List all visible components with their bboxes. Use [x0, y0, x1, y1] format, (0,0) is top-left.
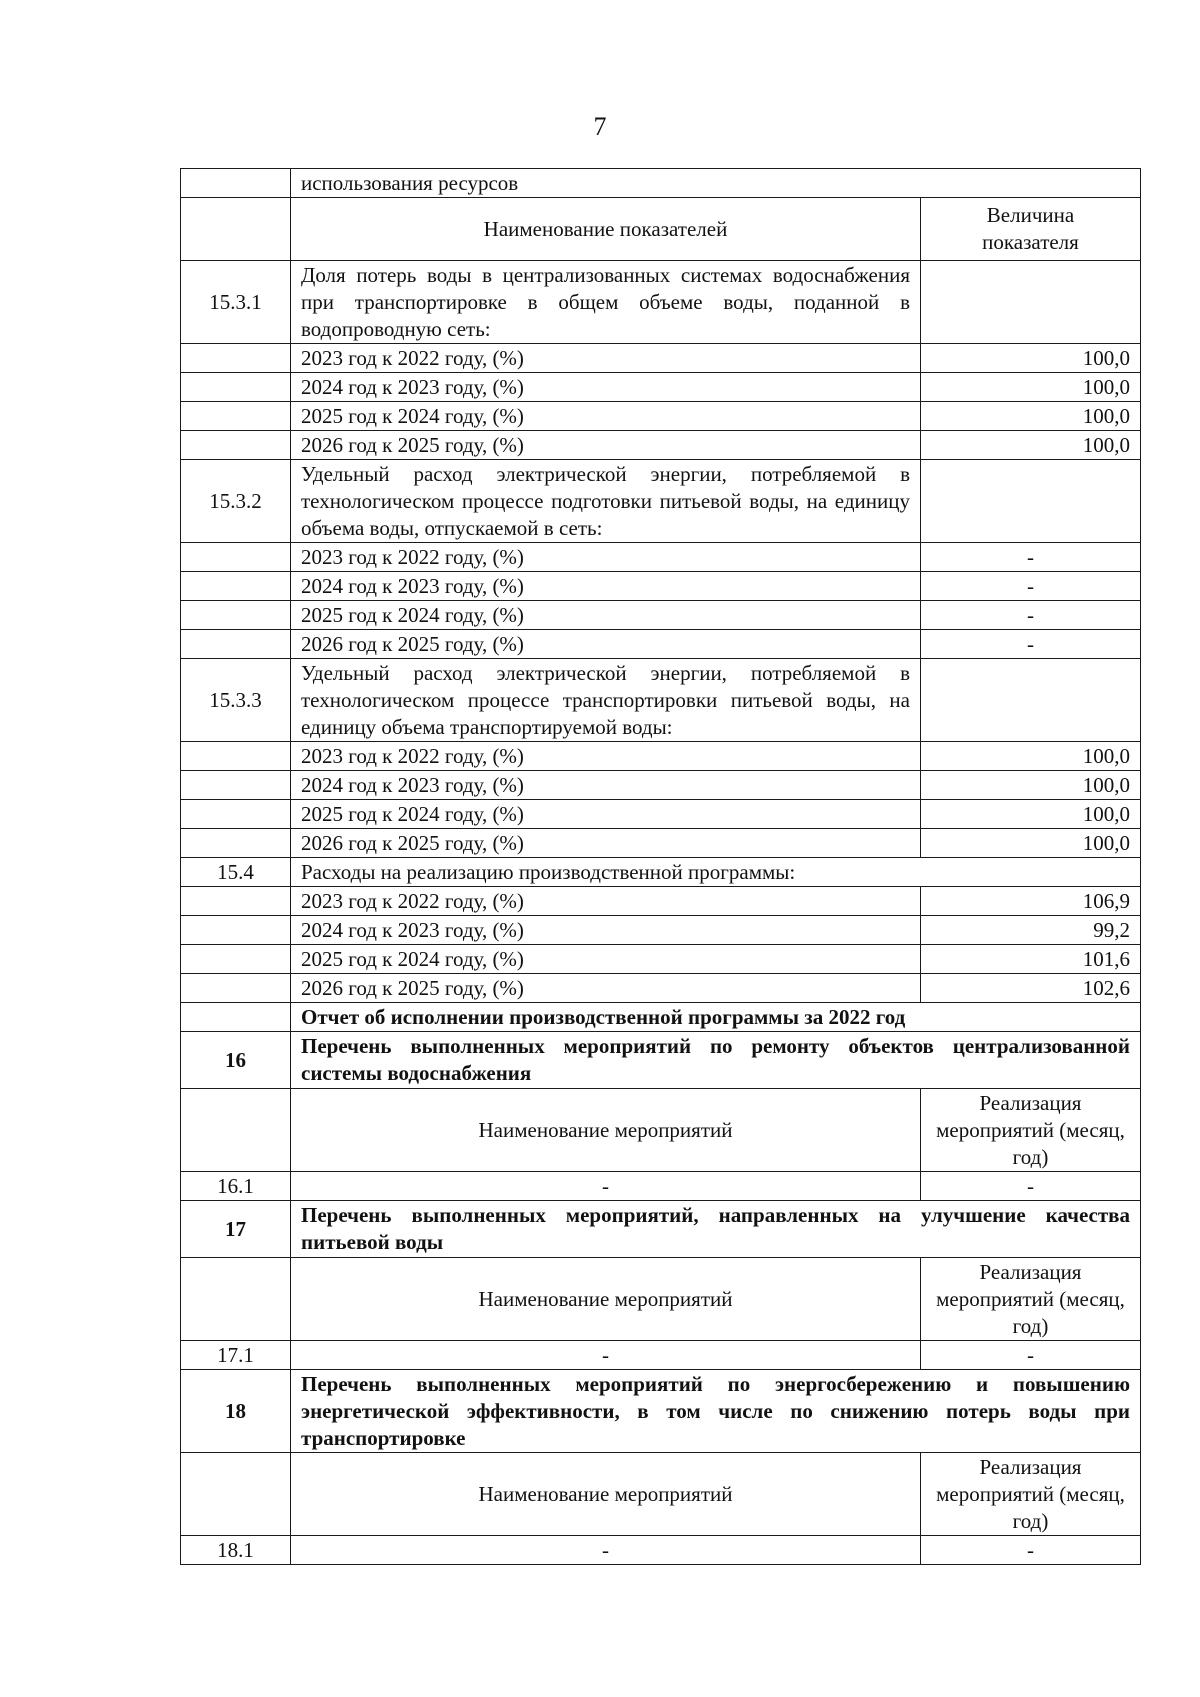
table-row — [181, 601, 1141, 630]
table-row — [181, 630, 1141, 659]
table-row — [181, 1536, 1141, 1565]
page-number: 7 — [593, 112, 607, 141]
section-title: Удельный расход электрической энергии, потребляемой в технологическом процессе подготовки питьевой воды, на единицу объема воды, отпускаемой в сеть: — [291, 460, 921, 543]
section-title: Доля потерь воды в централизованных системах водоснабжения при транспортировке в общем объеме воды, поданной в водопроводную сеть: — [291, 261, 921, 344]
num-cell — [181, 169, 291, 198]
table-row — [181, 974, 1141, 1003]
row-value: 100,0 — [921, 373, 1141, 402]
num-cell — [181, 945, 291, 974]
indicators-table — [180, 168, 1141, 1565]
row-label: 2026 год к 2025 году, (%) — [291, 829, 921, 858]
table-row — [181, 945, 1141, 974]
activity-title: Перечень выполненных мероприятий по энергосбережению и повышению энергетической эффективности, в том числе по снижению потерь воды при транспортировке — [291, 1370, 1141, 1453]
value-cell — [921, 460, 1141, 543]
table-row — [181, 916, 1141, 945]
row-label: 2025 год к 2024 году, (%) — [291, 402, 921, 431]
column-header-name: Наименование мероприятий — [291, 1089, 921, 1172]
section-header-row — [181, 460, 1141, 543]
report-title: Отчет об исполнении производственной программы за 2022 год — [291, 1003, 1141, 1032]
table-row — [181, 742, 1141, 771]
column-header-name: Наименование показателей — [291, 198, 921, 261]
value-cell — [921, 659, 1141, 742]
section-header-row — [181, 659, 1141, 742]
activity-number: 18 — [181, 1370, 291, 1453]
row-label: 2023 год к 2022 году, (%) — [291, 742, 921, 771]
row-value: - — [921, 543, 1141, 572]
num-cell — [181, 630, 291, 659]
column-header-value: Реализация мероприятий (месяц, год) — [921, 1453, 1141, 1536]
num-cell — [181, 1453, 291, 1536]
column-header-value: Величина показателя — [921, 198, 1141, 261]
table-row — [181, 169, 1141, 198]
activity-number: 16 — [181, 1032, 291, 1089]
table-row — [181, 402, 1141, 431]
section-header-row — [181, 261, 1141, 344]
row-value: - — [921, 1341, 1141, 1370]
table-row — [181, 800, 1141, 829]
num-cell — [181, 916, 291, 945]
activity-title: Перечень выполненных мероприятий, направленных на улучшение качества питьевой воды — [291, 1201, 1141, 1258]
table-row — [181, 543, 1141, 572]
row-label: 2025 год к 2024 году, (%) — [291, 945, 921, 974]
row-name: - — [291, 1172, 921, 1201]
row-number: 17.1 — [181, 1341, 291, 1370]
activity-columns-row — [181, 1258, 1141, 1341]
activity-title: Перечень выполненных мероприятий по ремонту объектов централизованной системы водоснабжения — [291, 1032, 1141, 1089]
num-cell — [181, 572, 291, 601]
row-value: - — [921, 630, 1141, 659]
num-cell — [181, 887, 291, 916]
row-value: - — [921, 572, 1141, 601]
row-label: 2023 год к 2022 году, (%) — [291, 543, 921, 572]
activity-header-row — [181, 1370, 1141, 1453]
table-row — [181, 373, 1141, 402]
num-cell — [181, 198, 291, 261]
row-label: 2023 год к 2022 году, (%) — [291, 887, 921, 916]
activity-number: 17 — [181, 1201, 291, 1258]
row-number: 16.1 — [181, 1172, 291, 1201]
section-title: Расходы на реализацию производственной программы: — [291, 858, 1141, 887]
row-label: 2024 год к 2023 году, (%) — [291, 373, 921, 402]
column-header-value: Реализация мероприятий (месяц, год) — [921, 1258, 1141, 1341]
row-value: 100,0 — [921, 771, 1141, 800]
column-header-name: Наименование мероприятий — [291, 1258, 921, 1341]
table-row — [181, 829, 1141, 858]
row-value: 100,0 — [921, 800, 1141, 829]
row-label: 2026 год к 2025 году, (%) — [291, 974, 921, 1003]
num-cell — [181, 431, 291, 460]
row-label: 2025 год к 2024 году, (%) — [291, 601, 921, 630]
num-cell — [181, 373, 291, 402]
section-number: 15.3.3 — [181, 659, 291, 742]
row-name: - — [291, 1341, 921, 1370]
table-row — [181, 1172, 1141, 1201]
row-value: 99,2 — [921, 916, 1141, 945]
row-label: 2026 год к 2025 году, (%) — [291, 431, 921, 460]
num-cell — [181, 771, 291, 800]
table-row — [181, 887, 1141, 916]
num-cell — [181, 742, 291, 771]
activity-columns-row — [181, 1453, 1141, 1536]
row-label: 2023 год к 2022 году, (%) — [291, 344, 921, 373]
row-name: - — [291, 1536, 921, 1565]
row-value: 100,0 — [921, 431, 1141, 460]
row-value: - — [921, 601, 1141, 630]
table-row — [181, 572, 1141, 601]
section-header-row — [181, 858, 1141, 887]
num-cell — [181, 601, 291, 630]
continuation-text: использования ресурсов — [291, 169, 1141, 198]
row-value: 101,6 — [921, 945, 1141, 974]
column-header-value: Реализация мероприятий (месяц, год) — [921, 1089, 1141, 1172]
num-cell — [181, 1089, 291, 1172]
row-label: 2024 год к 2023 году, (%) — [291, 771, 921, 800]
num-cell — [181, 974, 291, 1003]
num-cell — [181, 402, 291, 431]
row-number: 18.1 — [181, 1536, 291, 1565]
row-value: 100,0 — [921, 344, 1141, 373]
num-cell — [181, 829, 291, 858]
row-value: - — [921, 1536, 1141, 1565]
section-number: 15.3.1 — [181, 261, 291, 344]
num-cell — [181, 800, 291, 829]
value-cell — [921, 261, 1141, 344]
table-header-row — [181, 198, 1141, 261]
section-number: 15.3.2 — [181, 460, 291, 543]
row-value: 100,0 — [921, 829, 1141, 858]
num-cell — [181, 543, 291, 572]
section-number: 15.4 — [181, 858, 291, 887]
activity-header-row — [181, 1201, 1141, 1258]
table-row — [181, 771, 1141, 800]
row-value: 100,0 — [921, 742, 1141, 771]
row-label: 2024 год к 2023 году, (%) — [291, 572, 921, 601]
table-row — [181, 431, 1141, 460]
row-value: 106,9 — [921, 887, 1141, 916]
section-title: Удельный расход электрической энергии, потребляемой в технологическом процессе транспортировки питьевой воды, на единицу объема транспортируемой воды: — [291, 659, 921, 742]
num-cell — [181, 344, 291, 373]
table-row — [181, 344, 1141, 373]
row-value: - — [921, 1172, 1141, 1201]
row-value: 100,0 — [921, 402, 1141, 431]
num-cell — [181, 1258, 291, 1341]
row-label: 2025 год к 2024 году, (%) — [291, 800, 921, 829]
table-row — [181, 1341, 1141, 1370]
num-cell — [181, 1003, 291, 1032]
activity-columns-row — [181, 1089, 1141, 1172]
column-header-name: Наименование мероприятий — [291, 1453, 921, 1536]
activity-header-row — [181, 1032, 1141, 1089]
row-label: 2024 год к 2023 году, (%) — [291, 916, 921, 945]
row-value: 102,6 — [921, 974, 1141, 1003]
row-label: 2026 год к 2025 году, (%) — [291, 630, 921, 659]
report-title-row — [181, 1003, 1141, 1032]
